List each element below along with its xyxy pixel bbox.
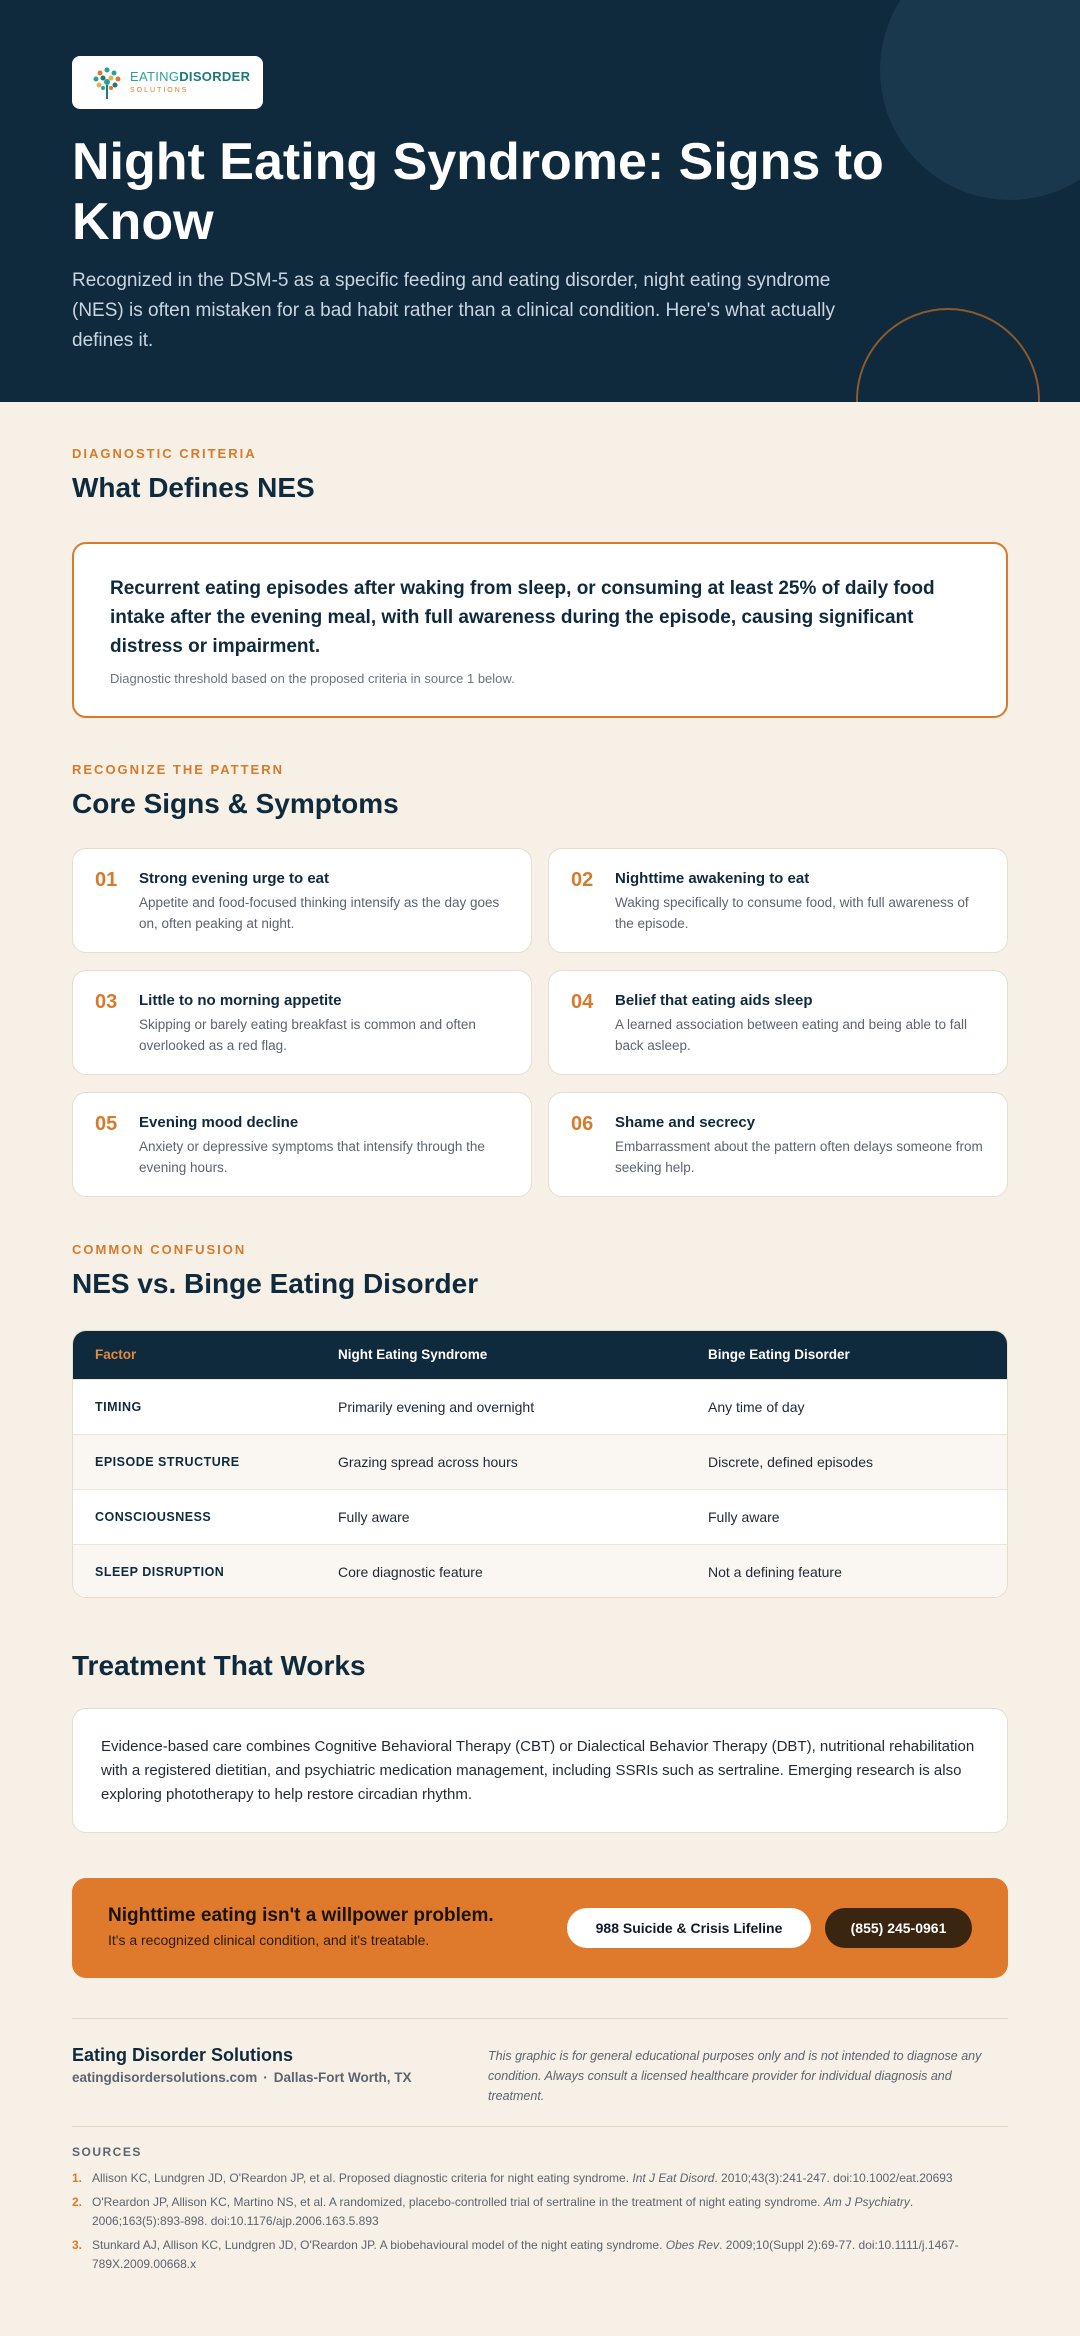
column-header-factor: Factor xyxy=(95,1347,137,1362)
cta-subtitle: It's a recognized clinical condition, and it's treatable. xyxy=(108,1932,430,1948)
logo-word-disorder: DISORDER xyxy=(179,69,251,84)
logo-wordmark xyxy=(130,70,250,95)
table-row xyxy=(73,1489,1008,1544)
sign-number: 05 xyxy=(95,1113,118,1135)
row-bed-value: Any time of day xyxy=(708,1399,805,1415)
logo-word-eating: EATING xyxy=(130,69,180,84)
sign-title: Little to no morning appetite xyxy=(139,992,342,1009)
comparison-heading: NES vs. Binge Eating Disorder xyxy=(72,1268,479,1299)
hero-banner xyxy=(0,0,1080,402)
sign-number: 02 xyxy=(571,869,594,891)
sign-card xyxy=(548,848,1008,953)
row-nes-value: Primarily evening and overnight xyxy=(338,1399,535,1415)
brand-logo[interactable] xyxy=(72,56,263,109)
criteria-card xyxy=(72,542,1008,718)
row-factor: EPISODE STRUCTURE xyxy=(95,1455,240,1469)
criteria-statement: Recurrent eating episodes after waking from sleep, or consuming at least 25% of daily food intake after the evening meal, with full awareness during the episode, causing significant distress or impairment. xyxy=(110,578,935,657)
decorative-ring xyxy=(856,308,1040,402)
comparison-kicker: COMMON CONFUSION xyxy=(72,1242,247,1257)
row-factor: CONSCIOUSNESS xyxy=(95,1510,212,1524)
source-number: 1. xyxy=(72,2171,83,2185)
table-row xyxy=(73,1544,1008,1598)
source-number: 2. xyxy=(72,2195,83,2209)
source-citation: O'Reardon JP, Allison KC, Martino NS, et al. A randomized, placebo-controlled trial of sertraline in the treatment of night eating syndrome. xyxy=(92,2195,824,2209)
signs-heading: Core Signs & Symptoms xyxy=(72,788,399,819)
sign-card xyxy=(72,848,532,953)
sign-number: 06 xyxy=(571,1113,594,1135)
sign-description: Appetite and food-focused thinking intensify as the day goes on, often peaking at night. xyxy=(139,895,500,931)
sign-number: 01 xyxy=(95,869,118,891)
decorative-circle xyxy=(880,0,1080,200)
criteria-note: Diagnostic threshold based on the proposed criteria in source 1 below. xyxy=(110,671,515,686)
sign-title: Shame and secrecy xyxy=(615,1114,756,1131)
page-title: Night Eating Syndrome: Signs to Know xyxy=(72,133,884,251)
sign-number: 03 xyxy=(95,991,118,1013)
sign-card xyxy=(72,970,532,1075)
treatment-heading: Treatment That Works xyxy=(72,1650,366,1681)
source-item xyxy=(72,2236,1008,2274)
column-header-nes: Night Eating Syndrome xyxy=(338,1347,488,1362)
table-header xyxy=(73,1331,1008,1379)
treatment-card: Evidence-based care combines Cognitive Behavioral Therapy (CBT) or Dialectical Behavior Therapy (DBT), nutritional rehabilitation with a registered dietitian, and psychiatric medication management, including SSRIs such as sertraline. Emerging research is also exploring phototherapy to help restore circadian rhythm. xyxy=(72,1708,1008,1833)
source-journal: Int J Eat Disord xyxy=(632,2171,715,2185)
row-bed-value: Discrete, defined episodes xyxy=(708,1454,873,1470)
sources-heading: SOURCES xyxy=(72,2145,142,2159)
sign-card xyxy=(72,1092,532,1197)
sign-card xyxy=(548,970,1008,1075)
source-details: . 2009;10(Suppl 2):69-77. doi:10.1111/j.1467-789X.2009.00668.x xyxy=(92,2238,959,2271)
source-item xyxy=(72,2193,1008,2231)
sources-divider xyxy=(72,2126,1008,2127)
sign-title: Belief that eating aids sleep xyxy=(615,992,813,1009)
table-row xyxy=(73,1434,1008,1489)
row-bed-value: Fully aware xyxy=(708,1509,780,1525)
sign-description: Anxiety or depressive symptoms that intensify through the evening hours. xyxy=(139,1139,485,1175)
phone-number-button[interactable]: (855) 245-0961 xyxy=(825,1908,972,1948)
sign-description: Waking specifically to consume food, with full awareness of the episode. xyxy=(615,895,969,931)
footer-divider xyxy=(72,2018,1008,2019)
row-nes-value: Grazing spread across hours xyxy=(338,1454,518,1470)
table-row xyxy=(73,1379,1008,1434)
location-text: Dallas-Fort Worth, TX xyxy=(273,2070,412,2085)
source-details: . 2006;163(5):893-898. doi:10.1176/ajp.2006.163.5.893 xyxy=(92,2195,914,2228)
sign-title: Nighttime awakening to eat xyxy=(615,870,810,887)
sign-title: Evening mood decline xyxy=(139,1114,299,1131)
source-journal: Obes Rev xyxy=(665,2238,720,2252)
row-nes-value: Fully aware xyxy=(338,1509,410,1525)
criteria-kicker: DIAGNOSTIC CRITERIA xyxy=(72,446,257,461)
organization-meta xyxy=(72,2070,412,2085)
cta-title: Nighttime eating isn't a willpower problem. xyxy=(108,1905,494,1926)
source-citation: Allison KC, Lundgren JD, O'Reardon JP, et al. Proposed diagnostic criteria for night eating syndrome. xyxy=(92,2171,633,2185)
source-journal: Am J Psychiatry xyxy=(823,2195,910,2209)
crisis-lifeline-button[interactable]: 988 Suicide & Crisis Lifeline xyxy=(567,1908,811,1948)
cta-banner xyxy=(72,1878,1008,1978)
column-header-bed: Binge Eating Disorder xyxy=(708,1347,850,1362)
signs-kicker: RECOGNIZE THE PATTERN xyxy=(72,762,284,777)
sign-description: Skipping or barely eating breakfast is common and often overlooked as a red flag. xyxy=(139,1017,476,1053)
sign-number: 04 xyxy=(571,991,594,1013)
source-citation: Stunkard AJ, Allison KC, Lundgren JD, O'Reardon JP. A biobehavioural model of the night eating syndrome. xyxy=(92,2238,666,2252)
sign-title: Strong evening urge to eat xyxy=(139,870,330,887)
row-bed-value: Not a defining feature xyxy=(708,1564,842,1580)
source-details: . 2010;43(3):241-247. doi:10.1002/eat.20693 xyxy=(714,2171,953,2185)
tree-logo-icon xyxy=(90,65,124,101)
meta-separator: · xyxy=(263,2070,268,2085)
row-nes-value: Core diagnostic feature xyxy=(338,1564,483,1580)
comparison-table xyxy=(72,1330,1008,1598)
sign-card xyxy=(548,1092,1008,1197)
sign-description: A learned association between eating and being able to fall back asleep. xyxy=(615,1017,968,1053)
website-link[interactable]: eatingdisordersolutions.com xyxy=(72,2070,258,2085)
criteria-heading: What Defines NES xyxy=(72,472,315,503)
logo-subtitle: SOLUTIONS xyxy=(130,87,189,94)
source-item xyxy=(72,2169,1008,2188)
sign-description: Embarrassment about the pattern often delays someone from seeking help. xyxy=(615,1139,983,1175)
row-factor: SLEEP DISRUPTION xyxy=(95,1565,225,1579)
disclaimer: This graphic is for general educational purposes only and is not intended to diagnose any condition. Always consult a licensed healthcare provider for individual diagnosis and treatment. xyxy=(488,2049,982,2103)
page-subtitle: Recognized in the DSM-5 as a specific feeding and eating disorder, night eating syndrome (NES) is often mistaken for a bad habit rather than a clinical condition. Here's what actually defines it. xyxy=(72,270,835,351)
organization-name: Eating Disorder Solutions xyxy=(72,2045,294,2065)
row-factor: TIMING xyxy=(95,1400,142,1414)
source-number: 3. xyxy=(72,2238,83,2252)
